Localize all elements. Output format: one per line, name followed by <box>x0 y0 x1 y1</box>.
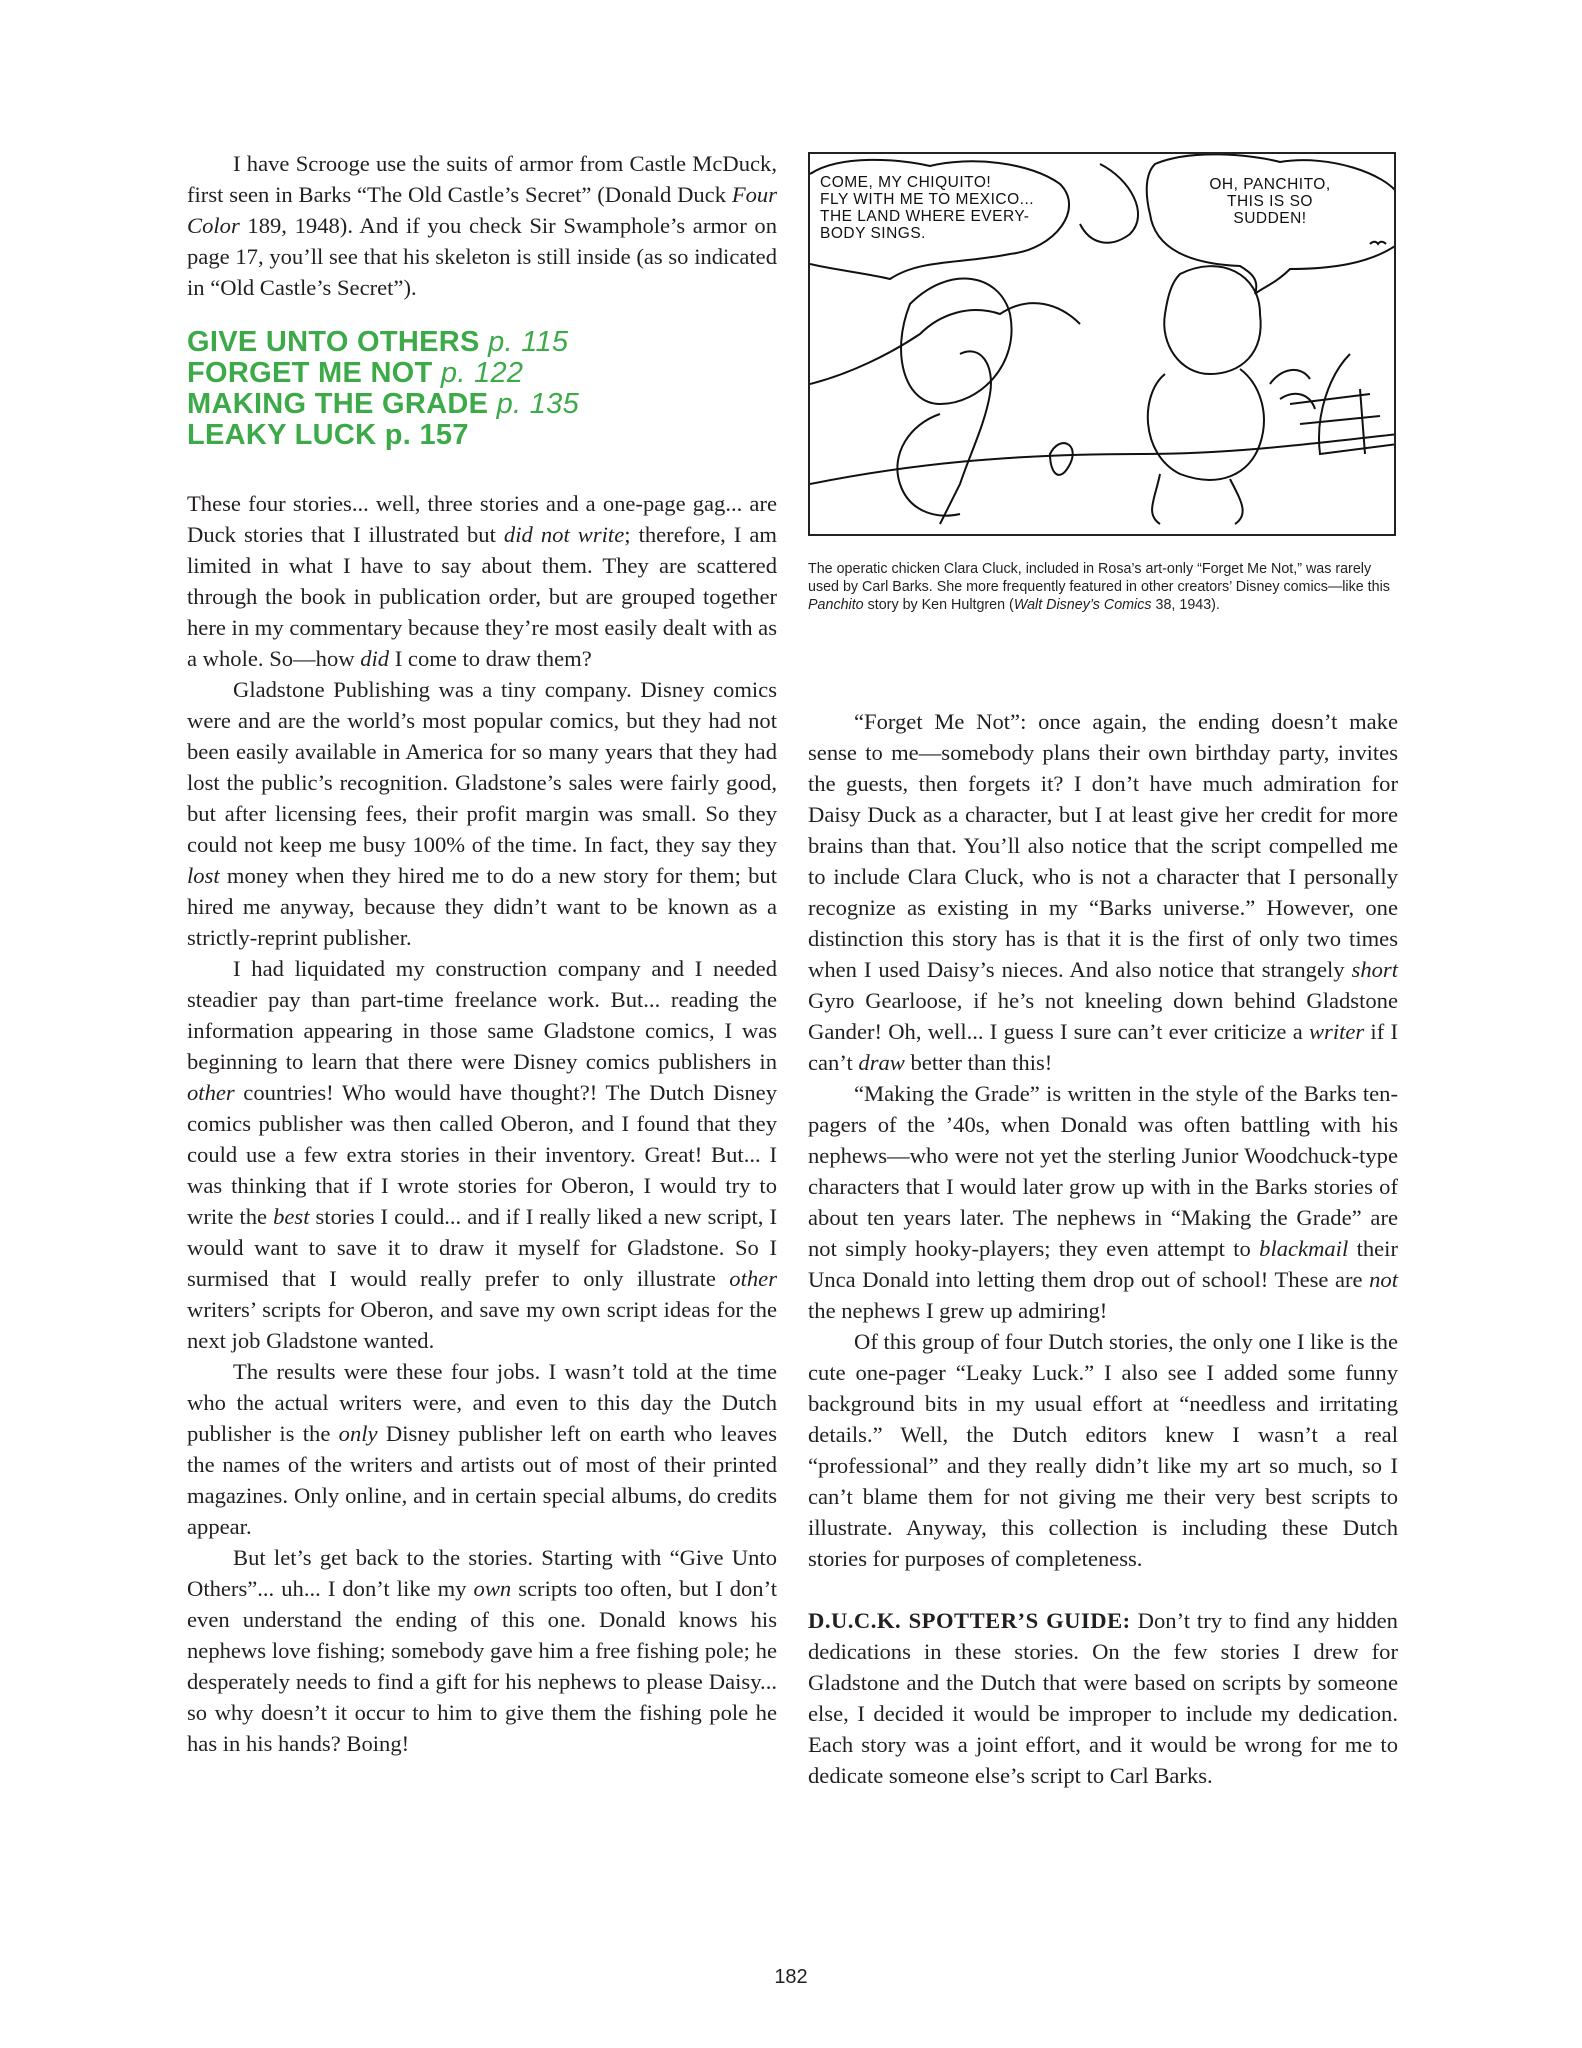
speech-balloon-panchito <box>820 174 1034 242</box>
text-run: if I can’t <box>808 1019 1398 1075</box>
balloon-line: FLY WITH ME TO MEXICO... <box>820 191 1035 208</box>
paragraph <box>187 1542 777 1759</box>
page-number: 182 <box>774 1966 808 1988</box>
italic-text: Four Color <box>187 182 777 238</box>
paragraph <box>187 488 777 674</box>
text-run: “Making the Grade” is written in the style of the Barks ten-pagers of the ’40s, when Donald was often battling with his nephews—who were not yet the sterling Junior Woodchuck-type characters that I would later grow up with in the Barks stories of about ten years later. The nephews in “Making the Grade” are not simply hooky-players; they even attempt to <box>808 1081 1398 1261</box>
italic-text: Walt Disney’s Comics <box>1013 597 1152 613</box>
right-column-body <box>808 706 1398 1791</box>
italic-text: short <box>1351 957 1398 982</box>
paragraph <box>808 706 1398 1078</box>
left-column-body <box>187 488 777 1759</box>
text-run: stories I could... and if I really liked a new script, I would want to save it to draw it myself for Gladstone. So I surmised that I would really prefer to only illustrate <box>187 1204 777 1291</box>
heading-title: GIVE UNTO OTHERS <box>187 326 480 358</box>
italic-text: draw <box>858 1050 905 1075</box>
balloon-line: COME, MY CHIQUITO! <box>820 174 992 191</box>
heading-making-the-grade <box>187 389 579 420</box>
text-run: 38, 1943). <box>1151 597 1220 613</box>
heading-page: p. 135 <box>496 388 580 420</box>
italic-text: not <box>1369 1267 1398 1292</box>
text-run: These four stories... well, three stories and a one-page gag... are Duck stories that I illustrated but <box>187 491 777 547</box>
italic-text: other <box>187 1080 235 1105</box>
text-run: Gyro Gearloose, if he’s not kneeling down behind Gladstone Gander! Oh, well... I guess I sure can’t ever criticize a <box>808 988 1398 1044</box>
text-run: I had liquidated my construction company and I needed steadier pay than part-time freelance work. But... reading the information appearing in those same Gladstone comics, I was beginning to learn that there were Disney comics publishers in <box>187 956 777 1074</box>
paragraph <box>187 953 777 1356</box>
text-run: Gladstone Publishing was a tiny company. Disney comics were and are the world’s most popular comics, but they had not been easily available in America for so many years that they had lost the public’s recognition. Gladstone’s sales were fairly good, but after licensing fees, their profit margin was small. So they could not keep me busy 100% of the time. In fact, they say they <box>187 677 777 857</box>
text-run: Disney publisher left on earth who leaves the names of the writers and artists out of most of their printed magazines. Only online, and in certain special albums, do credits appear. <box>187 1421 777 1539</box>
text-run: countries! Who would have thought?! The Dutch Disney comics publisher was then called Oberon, and I found that they could use a few extra stories in their inventory. Great! But... I was thinking that if I wrote stories for Oberon, I would try to write the <box>187 1080 777 1229</box>
intro-paragraphs <box>187 148 777 303</box>
italic-text: did not write <box>503 522 625 547</box>
italic-text: did <box>360 646 390 671</box>
italic-text: best <box>273 1204 310 1229</box>
heading-give-unto-others <box>187 327 579 358</box>
text-run: Don’t try to find any hidden dedications in these stories. On the few stories I drew for Gladstone and the Dutch that were based on scripts by someone else, I decided it would be improper to include my dedication. Each story was a joint effort, and it would be wrong for me to dedicate someone else’s script to Carl Barks. <box>808 1608 1398 1788</box>
bold-lead-in: D.U.C.K. SPOTTER’S GUIDE: <box>808 1608 1131 1633</box>
text-run: writers’ scripts for Oberon, and save my own script ideas for the next job Gladstone wanted. <box>187 1297 777 1353</box>
text-run: ; therefore, I am limited in what I have to say about them. They are scattered through the book in publication order, but are grouped together here in my commentary because they’re most easily dealt with as a whole. So—how <box>187 522 777 671</box>
italic-text: blackmail <box>1259 1236 1349 1261</box>
balloon-line: THE LAND WHERE EVERY- <box>820 208 1030 225</box>
heading-forget-me-not <box>187 358 579 389</box>
text-run: The operatic chicken Clara Cluck, included in Rosa’s art-only “Forget Me Not,” was rarely used by Carl Barks. She more frequently featured in other creators’ Disney comics—like this <box>808 561 1390 595</box>
text-run: The results were these four jobs. I wasn’t told at the time who the actual writers were, and even to this day the Dutch publisher is the <box>187 1359 777 1446</box>
heading-title: FORGET ME NOT <box>187 357 433 389</box>
text-run: 189, 1948). And if you check Sir Swamphole’s armor on page 17, you’ll see that his skeleton is still inside (as so indicated in “Old Castle’s Secret”). <box>187 213 777 300</box>
balloon-line: THIS IS SO <box>1227 193 1313 210</box>
speech-balloon-clara <box>1190 176 1350 227</box>
text-run: But let’s get back to the stories. Starting with “Give Unto Others”... uh... I don’t like my <box>187 1545 777 1601</box>
text-run: I have Scrooge use the suits of armor from Castle McDuck, first seen in Barks “The Old Castle’s Secret” (Donald Duck <box>187 151 777 207</box>
heading-title: LEAKY LUCK <box>187 419 377 451</box>
balloon-line: OH, PANCHITO, <box>1209 176 1331 193</box>
paragraph <box>808 1326 1398 1574</box>
italic-text: writer <box>1308 1019 1365 1044</box>
text-run: I come to draw them? <box>389 646 592 671</box>
heading-page: p. 115 <box>488 326 569 358</box>
italic-text: Panchito <box>808 597 864 613</box>
heading-leaky-luck <box>187 420 579 451</box>
text-run: better than this! <box>904 1050 1053 1075</box>
story-headings <box>187 327 579 451</box>
balloon-line: BODY SINGS. <box>820 225 926 242</box>
italic-text: own <box>473 1576 512 1601</box>
text-run: the nephews I grew up admiring! <box>808 1298 1108 1323</box>
heading-page: p. 122 <box>440 357 524 389</box>
italic-text: lost <box>187 863 220 888</box>
image-caption <box>808 560 1398 614</box>
paragraph <box>187 1356 777 1542</box>
paragraph <box>187 148 777 303</box>
italic-text: only <box>338 1421 378 1446</box>
paragraph <box>808 1605 1398 1791</box>
text-run: Of this group of four Dutch stories, the only one I like is the cute one-pager “Leaky Luck.” I also see I added some funny background bits in my usual effort at “needless and irritating details.” Well, the Dutch editors knew I wasn’t a real “professional” and they really didn’t like my art so much, so I can’t blame them for not giving me their very best scripts to illustrate. Anyway, this collection is including these Dutch stories for purposes of completeness. <box>808 1329 1398 1571</box>
text-run: scripts too often, but I don’t even understand the ending of this one. Donald knows his nephews love fishing; somebody gave him a free fishing pole; he desperately needs to find a gift for his nephews to please Daisy... so why doesn’t it occur to him to give them the fishing pole he has in his hands? Boing! <box>187 1576 777 1756</box>
italic-text: other <box>729 1266 777 1291</box>
paragraph <box>808 1078 1398 1326</box>
heading-title: MAKING THE GRADE <box>187 388 489 420</box>
text-run: “Forget Me Not”: once again, the ending doesn’t make sense to me—somebody plans their own birthday party, invites the guests, then forgets it? I don’t have much admiration for Daisy Duck as a character, but I at least give her credit for more brains than that. You’ll also notice that the script compelled me to include Clara Cluck, who is not a character that I personally recognize as existing in my “Barks universe.” However, one distinction this story has is that it is the first of only two times when I used Daisy’s nieces. And also notice that strangely <box>808 709 1398 982</box>
text-run: money when they hired me to do a new story for them; but hired me anyway, because they didn’t want to be known as a strictly-reprint publisher. <box>187 863 777 950</box>
text-run: story by Ken Hultgren ( <box>863 597 1014 613</box>
heading-page: p. 157 <box>384 419 469 451</box>
paragraph <box>187 674 777 953</box>
balloon-line: SUDDEN! <box>1233 210 1307 227</box>
comic-panel-image <box>808 152 1396 536</box>
text-run: their Unca Donald into letting them drop out of school! These are <box>808 1236 1398 1292</box>
